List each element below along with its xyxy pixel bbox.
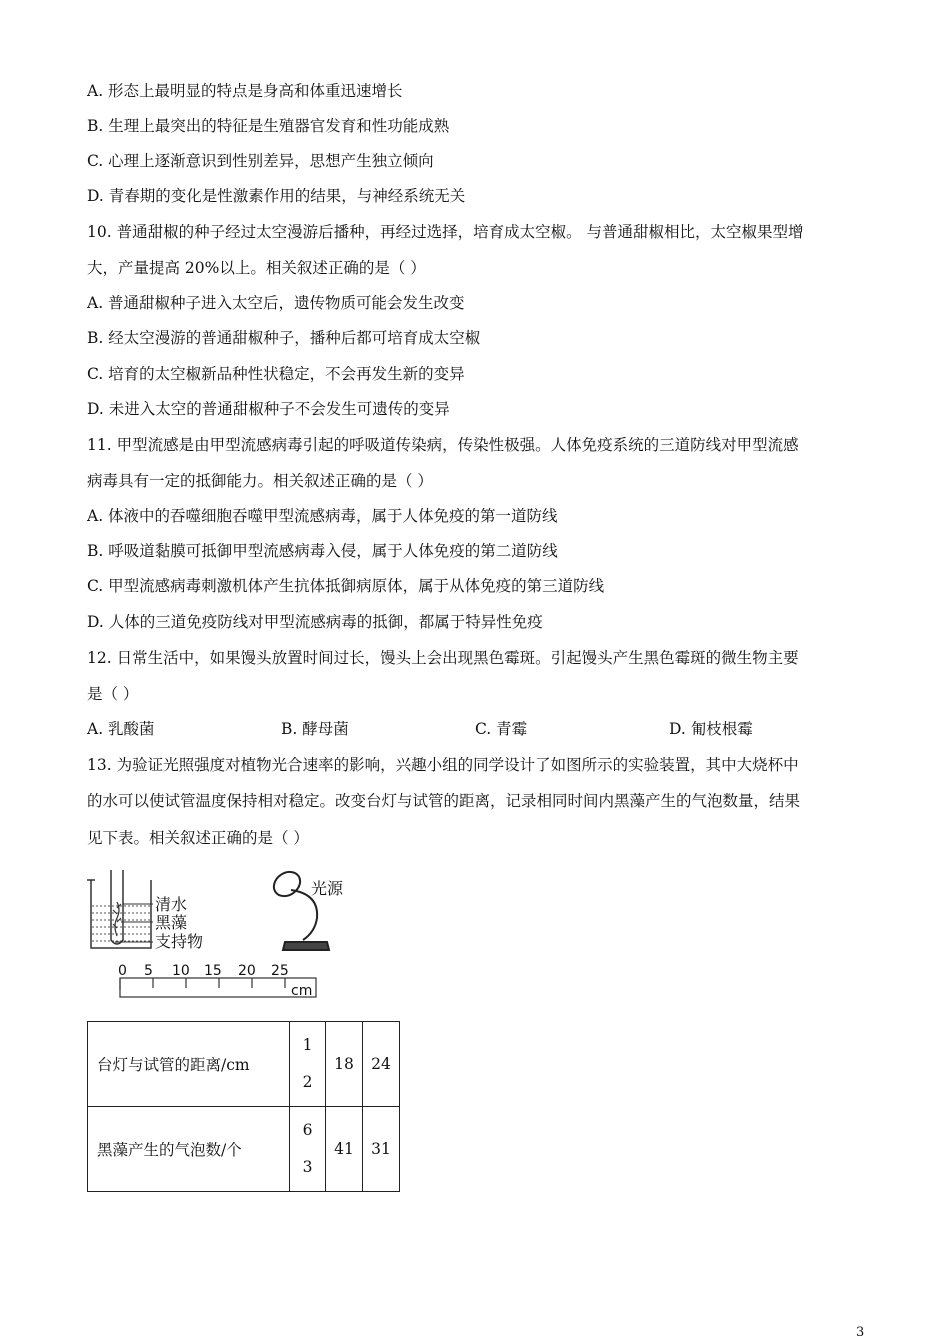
label-support: 支持物 (155, 932, 204, 951)
ruler-unit: cm (291, 983, 313, 999)
q11-stem-line1: 11. 甲型流感是由甲型流感病毒引起的呼吸道传染病，传染性极强。人体免疫系统的三道防线对甲型流感 (87, 436, 799, 454)
cell-digit: 1 (302, 1036, 313, 1054)
ruler-tick-label: 20 (238, 963, 256, 979)
q11-option-b: B. 呼吸道黏膜可抵御甲型流感病毒入侵，属于人体免疫的第二道防线 (87, 542, 558, 560)
results-table (87, 1021, 400, 1192)
q11-option-a: A. 体液中的吞噬细胞吞噬甲型流感病毒，属于人体免疫的第一道防线 (87, 507, 558, 525)
q12-stem-line1: 12. 日常生活中，如果馒头放置时间过长，馒头上会出现黑色霉斑。引起馒头产生黑色霉斑的微生物主要 (87, 649, 799, 667)
ruler-tick-labels (118, 963, 289, 979)
q9-option-c: C. 心理上逐渐意识到性别差异，思想产生独立倾向 (87, 152, 434, 170)
q12-option-b: B. 酵母菌 (281, 720, 349, 738)
ruler-tick-label: 0 (118, 963, 127, 979)
label-algae: 黑藻 (155, 913, 188, 932)
ruler-tick-label: 10 (172, 963, 190, 979)
label-water: 清水 (155, 895, 188, 914)
q13-stem-line2: 的水可以使试管温度保持相对稳定。改变台灯与试管的距离，记录相同时间内黑藻产生的气泡数量，结果 (87, 792, 801, 810)
q11-option-c: C. 甲型流感病毒刺激机体产生抗体抵御病原体，属于从体免疫的第三道防线 (87, 577, 605, 595)
table-cell: 41 (326, 1107, 363, 1192)
row-header-bubbles: 黑藻产生的气泡数/个 (88, 1107, 290, 1192)
q9-option-d: D. 青春期的变化是性激素作用的结果，与神经系统无关 (87, 187, 466, 205)
q12-stem-line2: 是（ ） (87, 685, 139, 703)
label-light-source: 光源 (311, 879, 344, 898)
ruler (120, 978, 316, 997)
page-number: 3 (856, 1325, 865, 1340)
experiment-apparatus-figure (85, 868, 355, 1002)
q12-option-a: A. 乳酸菌 (87, 720, 155, 738)
table-cell (290, 1022, 326, 1107)
row-header-distance: 台灯与试管的距离/cm (88, 1022, 290, 1107)
q13-stem-line1: 13. 为验证光照强度对植物光合速率的影响，兴趣小组的同学设计了如图所示的实验装置，其中大烧杯中 (87, 756, 799, 774)
q10-option-b: B. 经太空漫游的普通甜椒种子，播种后都可培育成太空椒 (87, 329, 481, 347)
test-tube (111, 870, 123, 944)
cell-digit: 6 (302, 1121, 313, 1139)
table-cell: 31 (363, 1107, 400, 1192)
table-cell: 18 (326, 1022, 363, 1107)
q9-option-a: A. 形态上最明显的特点是身高和体重迅速增长 (87, 82, 403, 100)
q10-stem-line2: 大，产量提高 20%以上。相关叙述正确的是（ ） (87, 259, 426, 277)
table-cell: 24 (363, 1022, 400, 1107)
ruler-tick-label: 25 (271, 963, 289, 979)
table-cell (290, 1107, 326, 1192)
q10-option-c: C. 培育的太空椒新品种性状稳定，不会再发生新的变异 (87, 365, 465, 383)
q10-option-a: A. 普通甜椒种子进入太空后，遗传物质可能会发生改变 (87, 294, 465, 312)
q11-stem-line2: 病毒具有一定的抵御能力。相关叙述正确的是（ ） (87, 472, 433, 490)
ruler-tick-label: 5 (144, 963, 153, 979)
label-leader-lines (119, 904, 153, 942)
cell-digit: 2 (302, 1073, 313, 1091)
table-row (88, 1107, 400, 1192)
cell-digit: 3 (302, 1158, 313, 1176)
q9-option-b: B. 生理上最突出的特征是生殖器官发育和性功能成熟 (87, 117, 450, 135)
q10-option-d: D. 未进入太空的普通甜椒种子不会发生可遗传的变异 (87, 400, 450, 418)
q11-option-d: D. 人体的三道免疫防线对甲型流感病毒的抵御，都属于特异性免疫 (87, 613, 543, 631)
q12-option-d: D. 匍枝根霉 (669, 720, 753, 738)
table-row (88, 1022, 400, 1107)
water-surface (92, 906, 150, 941)
ruler-tick-label: 15 (204, 963, 222, 979)
q12-option-c: C. 青霉 (475, 720, 528, 738)
black-algae-plant (113, 902, 121, 936)
q10-stem-line1: 10. 普通甜椒的种子经过太空漫游后播种，再经过选择，培育成太空椒。 与普通甜椒相比，太空椒果型增 (87, 223, 804, 241)
q13-stem-line3: 见下表。相关叙述正确的是（ ） (87, 829, 309, 847)
